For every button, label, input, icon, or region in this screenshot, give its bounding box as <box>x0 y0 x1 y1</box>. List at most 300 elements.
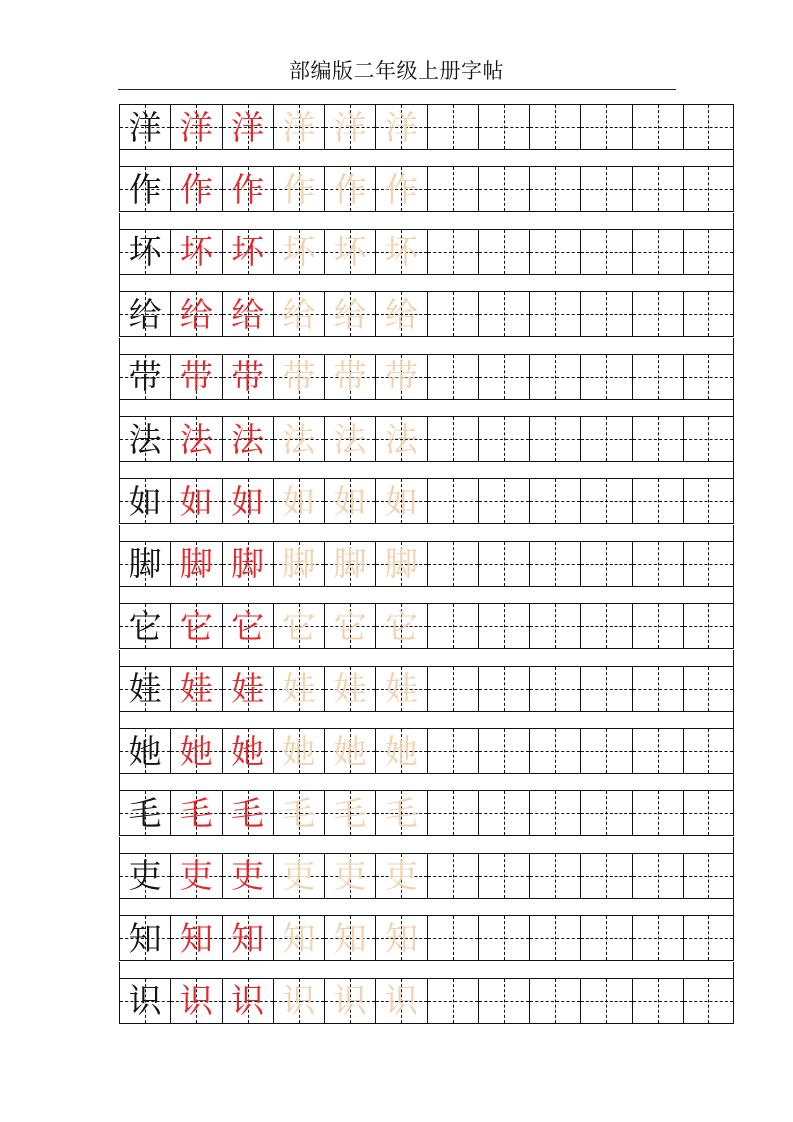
tian-grid-cell <box>222 105 273 149</box>
tian-grid-cell <box>324 979 375 1023</box>
tian-grid-cell <box>427 230 478 274</box>
tian-grid-cell <box>427 791 478 835</box>
tian-grid-cell <box>580 479 631 523</box>
trace-character: 她 <box>384 731 418 771</box>
practice-row <box>119 728 734 774</box>
tian-grid-cell <box>478 230 529 274</box>
tian-grid-cell <box>324 292 375 336</box>
tian-grid-cell <box>375 479 426 523</box>
guide-line-vertical <box>708 167 709 211</box>
trace-character: 如 <box>384 481 418 521</box>
guide-line-vertical <box>504 417 505 461</box>
guide-line-vertical <box>555 417 556 461</box>
guide-line-vertical <box>606 729 607 773</box>
trace-character: 吏 <box>231 856 265 896</box>
tian-grid-cell <box>375 542 426 586</box>
tian-grid-cell <box>324 167 375 211</box>
guide-line-vertical <box>708 292 709 336</box>
tian-grid-cell <box>427 667 478 711</box>
tian-grid-cell <box>478 542 529 586</box>
guide-line-vertical <box>708 667 709 711</box>
tian-grid-cell <box>170 355 221 399</box>
guide-line-vertical <box>504 604 505 648</box>
trace-character: 毛 <box>231 793 265 833</box>
guide-line-vertical <box>555 355 556 399</box>
trace-character: 作 <box>231 169 265 209</box>
trace-character: 法 <box>282 419 316 459</box>
trace-character: 洋 <box>231 107 265 147</box>
trace-character: 知 <box>384 918 418 958</box>
tian-grid-cell <box>375 604 426 648</box>
tian-grid-cell <box>119 542 170 586</box>
tian-grid-cell <box>427 292 478 336</box>
guide-line-vertical <box>658 417 659 461</box>
tian-grid-cell <box>222 916 273 960</box>
tian-grid-cell <box>273 292 324 336</box>
tian-grid-cell <box>222 230 273 274</box>
practice-row <box>119 978 734 1024</box>
trace-character: 它 <box>384 606 418 646</box>
tian-grid-cell <box>427 417 478 461</box>
trace-character: 她 <box>282 731 316 771</box>
tian-grid-cell <box>580 542 631 586</box>
tian-grid-cell <box>119 979 170 1023</box>
trace-character: 娃 <box>333 669 367 709</box>
guide-line-vertical <box>658 854 659 898</box>
practice-row <box>119 915 734 961</box>
tian-grid-cell <box>170 542 221 586</box>
row-gap <box>119 774 734 790</box>
row-gap <box>119 525 734 541</box>
guide-line-vertical <box>453 604 454 648</box>
tian-grid-cell <box>683 604 734 648</box>
guide-line-vertical <box>504 979 505 1023</box>
guide-line-vertical <box>504 292 505 336</box>
tian-grid-cell <box>427 729 478 773</box>
trace-character: 给 <box>384 294 418 334</box>
guide-line-vertical <box>555 167 556 211</box>
guide-line-vertical <box>658 667 659 711</box>
trace-character: 她 <box>231 731 265 771</box>
tian-grid-cell <box>222 667 273 711</box>
trace-character: 毛 <box>179 793 213 833</box>
guide-line-vertical <box>453 292 454 336</box>
guide-line-vertical <box>504 791 505 835</box>
tian-grid-cell <box>478 292 529 336</box>
trace-character: 它 <box>282 606 316 646</box>
tian-grid-cell <box>683 542 734 586</box>
tian-grid-cell <box>478 854 529 898</box>
guide-line-vertical <box>555 667 556 711</box>
trace-character: 吏 <box>333 856 367 896</box>
guide-line-vertical <box>606 979 607 1023</box>
tian-grid-cell <box>170 479 221 523</box>
trace-character: 坏 <box>282 232 316 272</box>
tian-grid-cell <box>580 791 631 835</box>
trace-character: 娃 <box>282 669 316 709</box>
guide-line-vertical <box>658 979 659 1023</box>
trace-character: 洋 <box>333 107 367 147</box>
tian-grid-cell <box>580 729 631 773</box>
guide-line-vertical <box>658 791 659 835</box>
guide-line-vertical <box>658 479 659 523</box>
guide-line-vertical <box>504 479 505 523</box>
tian-grid-cell <box>170 292 221 336</box>
tian-grid-cell <box>119 417 170 461</box>
tian-grid-cell <box>529 355 580 399</box>
tian-grid-cell <box>427 355 478 399</box>
tian-grid-cell <box>222 604 273 648</box>
guide-line-vertical <box>606 854 607 898</box>
tian-grid-cell <box>324 542 375 586</box>
trace-character: 给 <box>333 294 367 334</box>
trace-character: 作 <box>282 169 316 209</box>
tian-grid-cell <box>222 167 273 211</box>
model-character: 坏 <box>128 232 162 272</box>
trace-character: 识 <box>333 981 367 1021</box>
tian-grid-cell <box>427 479 478 523</box>
tian-grid-cell <box>273 542 324 586</box>
trace-character: 作 <box>384 169 418 209</box>
tian-grid-cell <box>529 542 580 586</box>
trace-character: 脚 <box>384 544 418 584</box>
title-underline <box>118 89 676 90</box>
practice-row <box>119 354 734 400</box>
practice-row <box>119 104 734 150</box>
guide-line-vertical <box>708 105 709 149</box>
tian-grid-cell <box>683 292 734 336</box>
tian-grid-cell <box>119 604 170 648</box>
trace-character: 带 <box>179 357 213 397</box>
tian-grid-cell <box>170 979 221 1023</box>
row-gap <box>119 899 734 915</box>
trace-character: 娃 <box>384 669 418 709</box>
trace-character: 如 <box>282 481 316 521</box>
tian-grid-cell <box>580 167 631 211</box>
tian-grid-cell <box>375 417 426 461</box>
trace-character: 如 <box>179 481 213 521</box>
tian-grid-cell <box>580 105 631 149</box>
trace-character: 法 <box>231 419 265 459</box>
guide-line-vertical <box>504 916 505 960</box>
tian-grid-cell <box>170 854 221 898</box>
trace-character: 作 <box>179 169 213 209</box>
tian-grid-cell <box>170 916 221 960</box>
practice-row <box>119 478 734 524</box>
trace-character: 带 <box>231 357 265 397</box>
tian-grid-cell <box>529 979 580 1023</box>
guide-line-vertical <box>555 542 556 586</box>
tian-grid-cell <box>119 791 170 835</box>
tian-grid-cell <box>119 355 170 399</box>
guide-line-vertical <box>555 604 556 648</box>
guide-line-vertical <box>606 916 607 960</box>
model-character: 吏 <box>128 856 162 896</box>
tian-grid-cell <box>478 667 529 711</box>
tian-grid-cell <box>273 791 324 835</box>
practice-row <box>119 229 734 275</box>
tian-grid-cell <box>632 167 683 211</box>
trace-character: 给 <box>179 294 213 334</box>
tian-grid-cell <box>375 292 426 336</box>
tian-grid-cell <box>683 729 734 773</box>
tian-grid-cell <box>324 230 375 274</box>
guide-line-vertical <box>453 479 454 523</box>
guide-line-vertical <box>453 167 454 211</box>
tian-grid-cell <box>580 355 631 399</box>
tian-grid-cell <box>222 479 273 523</box>
model-character: 知 <box>128 918 162 958</box>
guide-line-vertical <box>606 604 607 648</box>
tian-grid-cell <box>683 355 734 399</box>
guide-line-vertical <box>606 667 607 711</box>
model-character: 给 <box>128 294 162 334</box>
tian-grid-cell <box>170 105 221 149</box>
trace-character: 它 <box>333 606 367 646</box>
trace-character: 知 <box>179 918 213 958</box>
guide-line-vertical <box>453 355 454 399</box>
guide-line-vertical <box>658 542 659 586</box>
tian-grid-cell <box>375 791 426 835</box>
trace-character: 吏 <box>179 856 213 896</box>
guide-line-vertical <box>708 542 709 586</box>
trace-character: 娃 <box>231 669 265 709</box>
tian-grid-cell <box>273 479 324 523</box>
row-gap <box>119 587 734 603</box>
tian-grid-cell <box>170 604 221 648</box>
trace-character: 识 <box>282 981 316 1021</box>
trace-character: 娃 <box>179 669 213 709</box>
tian-grid-cell <box>683 916 734 960</box>
trace-character: 洋 <box>179 107 213 147</box>
tian-grid-cell <box>580 854 631 898</box>
guide-line-vertical <box>658 916 659 960</box>
tian-grid-cell <box>170 791 221 835</box>
trace-character: 脚 <box>179 544 213 584</box>
tian-grid-cell <box>478 167 529 211</box>
tian-grid-cell <box>324 604 375 648</box>
guide-line-vertical <box>708 791 709 835</box>
trace-character: 脚 <box>333 544 367 584</box>
tian-grid-cell <box>529 417 580 461</box>
row-gap <box>119 275 734 291</box>
practice-row <box>119 603 734 649</box>
guide-line-vertical <box>606 479 607 523</box>
practice-row <box>119 541 734 587</box>
tian-grid-cell <box>683 479 734 523</box>
guide-line-vertical <box>453 854 454 898</box>
tian-grid-cell <box>632 979 683 1023</box>
trace-character: 坏 <box>384 232 418 272</box>
guide-line-vertical <box>453 979 454 1023</box>
tian-grid-cell <box>529 791 580 835</box>
trace-character: 她 <box>333 731 367 771</box>
tian-grid-cell <box>375 854 426 898</box>
guide-line-vertical <box>504 542 505 586</box>
trace-character: 它 <box>231 606 265 646</box>
guide-line-vertical <box>606 542 607 586</box>
tian-grid-cell <box>119 729 170 773</box>
tian-grid-cell <box>427 167 478 211</box>
trace-character: 洋 <box>384 107 418 147</box>
guide-line-vertical <box>658 167 659 211</box>
trace-character: 识 <box>179 981 213 1021</box>
tian-grid-cell <box>478 417 529 461</box>
model-character: 它 <box>128 606 162 646</box>
tian-grid-cell <box>119 854 170 898</box>
trace-character: 洋 <box>282 107 316 147</box>
trace-character: 带 <box>384 357 418 397</box>
row-gap <box>119 962 734 978</box>
model-character: 娃 <box>128 669 162 709</box>
guide-line-vertical <box>658 105 659 149</box>
tian-grid-cell <box>375 167 426 211</box>
tian-grid-cell <box>273 729 324 773</box>
trace-character: 毛 <box>384 793 418 833</box>
trace-character: 带 <box>282 357 316 397</box>
guide-line-vertical <box>555 292 556 336</box>
guide-line-vertical <box>708 604 709 648</box>
tian-grid-cell <box>632 355 683 399</box>
practice-row <box>119 790 734 836</box>
tian-grid-cell <box>632 854 683 898</box>
tian-grid-cell <box>324 729 375 773</box>
guide-line-vertical <box>555 479 556 523</box>
guide-line-vertical <box>504 667 505 711</box>
tian-grid-cell <box>375 230 426 274</box>
trace-character: 如 <box>231 481 265 521</box>
trace-character: 识 <box>231 981 265 1021</box>
tian-grid-cell <box>529 230 580 274</box>
tian-grid-cell <box>324 667 375 711</box>
trace-character: 知 <box>282 918 316 958</box>
tian-grid-cell <box>478 479 529 523</box>
tian-grid-cell <box>324 479 375 523</box>
trace-character: 坏 <box>231 232 265 272</box>
guide-line-vertical <box>708 854 709 898</box>
model-character: 识 <box>128 981 162 1021</box>
guide-line-vertical <box>708 979 709 1023</box>
tian-grid-cell <box>273 667 324 711</box>
tian-grid-cell <box>119 167 170 211</box>
tian-grid-cell <box>427 854 478 898</box>
trace-character: 如 <box>333 481 367 521</box>
model-character: 法 <box>128 419 162 459</box>
row-gap <box>119 150 734 166</box>
model-character: 如 <box>128 481 162 521</box>
tian-grid-cell <box>273 355 324 399</box>
tian-grid-cell <box>632 542 683 586</box>
guide-line-vertical <box>453 230 454 274</box>
guide-line-vertical <box>453 417 454 461</box>
guide-line-vertical <box>606 417 607 461</box>
guide-line-vertical <box>606 105 607 149</box>
page-title: 部编版二年级上册字帖 <box>289 59 504 83</box>
tian-grid-cell <box>478 105 529 149</box>
tian-grid-cell <box>580 667 631 711</box>
tian-grid-cell <box>222 854 273 898</box>
guide-line-vertical <box>453 791 454 835</box>
tian-grid-cell <box>273 979 324 1023</box>
tian-grid-cell <box>427 979 478 1023</box>
tian-grid-cell <box>324 417 375 461</box>
practice-row <box>119 666 734 712</box>
model-character: 洋 <box>128 107 162 147</box>
tian-grid-cell <box>683 417 734 461</box>
guide-line-vertical <box>453 729 454 773</box>
tian-grid-cell <box>375 667 426 711</box>
tian-grid-cell <box>222 542 273 586</box>
guide-line-vertical <box>504 230 505 274</box>
guide-line-vertical <box>555 105 556 149</box>
guide-line-vertical <box>708 417 709 461</box>
row-gap <box>119 650 734 666</box>
trace-character: 作 <box>333 169 367 209</box>
tian-grid-cell <box>170 230 221 274</box>
tian-grid-cell <box>529 105 580 149</box>
guide-line-vertical <box>708 230 709 274</box>
tian-grid-cell <box>119 105 170 149</box>
tian-grid-cell <box>170 729 221 773</box>
row-gap <box>119 462 734 478</box>
guide-line-vertical <box>658 604 659 648</box>
trace-character: 带 <box>333 357 367 397</box>
tian-grid-cell <box>478 916 529 960</box>
tian-grid-cell <box>580 417 631 461</box>
row-gap <box>119 213 734 229</box>
tian-grid-cell <box>324 791 375 835</box>
tian-grid-cell <box>529 167 580 211</box>
tian-grid-cell <box>170 667 221 711</box>
tian-grid-cell <box>632 729 683 773</box>
tian-grid-cell <box>222 729 273 773</box>
tian-grid-cell <box>273 916 324 960</box>
tian-grid-cell <box>632 292 683 336</box>
guide-line-vertical <box>658 729 659 773</box>
row-gap <box>119 338 734 354</box>
trace-character: 它 <box>179 606 213 646</box>
practice-row <box>119 853 734 899</box>
trace-character: 知 <box>231 918 265 958</box>
tian-grid-cell <box>632 479 683 523</box>
guide-line-vertical <box>658 292 659 336</box>
tian-grid-cell <box>119 230 170 274</box>
guide-line-vertical <box>504 729 505 773</box>
tian-grid-cell <box>683 791 734 835</box>
tian-grid-cell <box>427 542 478 586</box>
trace-character: 她 <box>179 731 213 771</box>
trace-character: 毛 <box>333 793 367 833</box>
row-gap <box>119 712 734 728</box>
trace-character: 吏 <box>384 856 418 896</box>
trace-character: 给 <box>282 294 316 334</box>
guide-line-vertical <box>555 916 556 960</box>
guide-line-vertical <box>555 791 556 835</box>
tian-grid-cell <box>529 916 580 960</box>
trace-character: 吏 <box>282 856 316 896</box>
tian-grid-cell <box>632 105 683 149</box>
tian-grid-cell <box>683 667 734 711</box>
guide-line-vertical <box>658 230 659 274</box>
guide-line-vertical <box>504 355 505 399</box>
tian-grid-cell <box>529 667 580 711</box>
trace-character: 毛 <box>282 793 316 833</box>
guide-line-vertical <box>708 729 709 773</box>
tian-grid-cell <box>273 167 324 211</box>
guide-line-vertical <box>453 542 454 586</box>
tian-grid-cell <box>478 729 529 773</box>
tian-grid-cell <box>683 230 734 274</box>
